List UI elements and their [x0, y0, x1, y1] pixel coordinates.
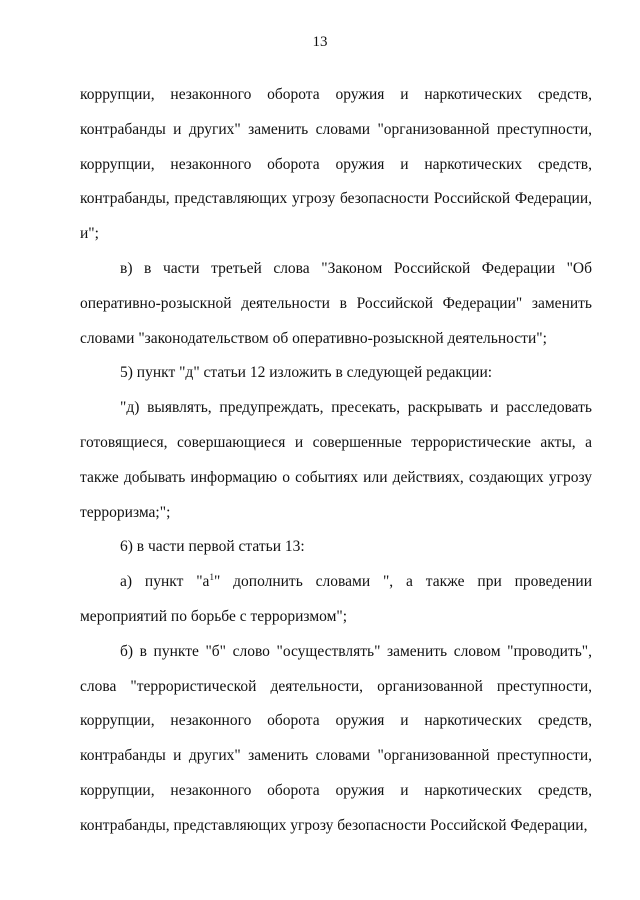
paragraph-continuation: коррупции, незаконного оборота оружия и наркотических средств, контрабанды и других" заменить словами "организованной преступности, коррупции, незаконного оборота оружия и наркотических средств, контрабанды, представляющих угрозу безопасности Российской Федерации, и";	[80, 86, 592, 243]
paragraph-item-5: 5) пункт "д" статьи 12 изложить в следующей редакции:	[120, 364, 493, 382]
paragraph-item-a-text-after: " дополнить словами ", а также при проведении мероприятий по борьбе с терроризмом";	[80, 573, 592, 625]
superscript-marker: 1	[209, 572, 214, 582]
paragraph-item-a-text-before: а) пункт "а	[120, 573, 210, 591]
paragraph-item-d: "д) выявлять, предупреждать, пресекать, раскрывать и расследовать готовящиеся, совершающиеся и совершенные террористические акты, а также добывать информацию о событиях или действиях, создающих угрозу терроризма;";	[80, 399, 592, 521]
paragraph-item-a	[80, 565, 592, 635]
document-body	[80, 78, 592, 844]
paragraph-item-v: в) в части третьей слова "Законом Российской Федерации "Об оперативно-розыскной деятельности в Российской Федерации" заменить словами "законодательством об оперативно-розыскной деятельности";	[80, 259, 592, 347]
paragraph-item-b: б) в пункте "б" слово "осуществлять" заменить словом "проводить", слова "террористической деятельности, организованной преступности, коррупции, незаконного оборота оружия и наркотических средств, контрабанды и других" заменить словами "организованной преступности, коррупции, незаконного оборота оружия и наркотических средств, контрабанды, представляющих угрозу безопасности Российской Федерации,	[80, 642, 592, 834]
paragraph-item-6: 6) в части первой статьи 13:	[120, 538, 305, 556]
page-number: 13	[312, 34, 328, 50]
